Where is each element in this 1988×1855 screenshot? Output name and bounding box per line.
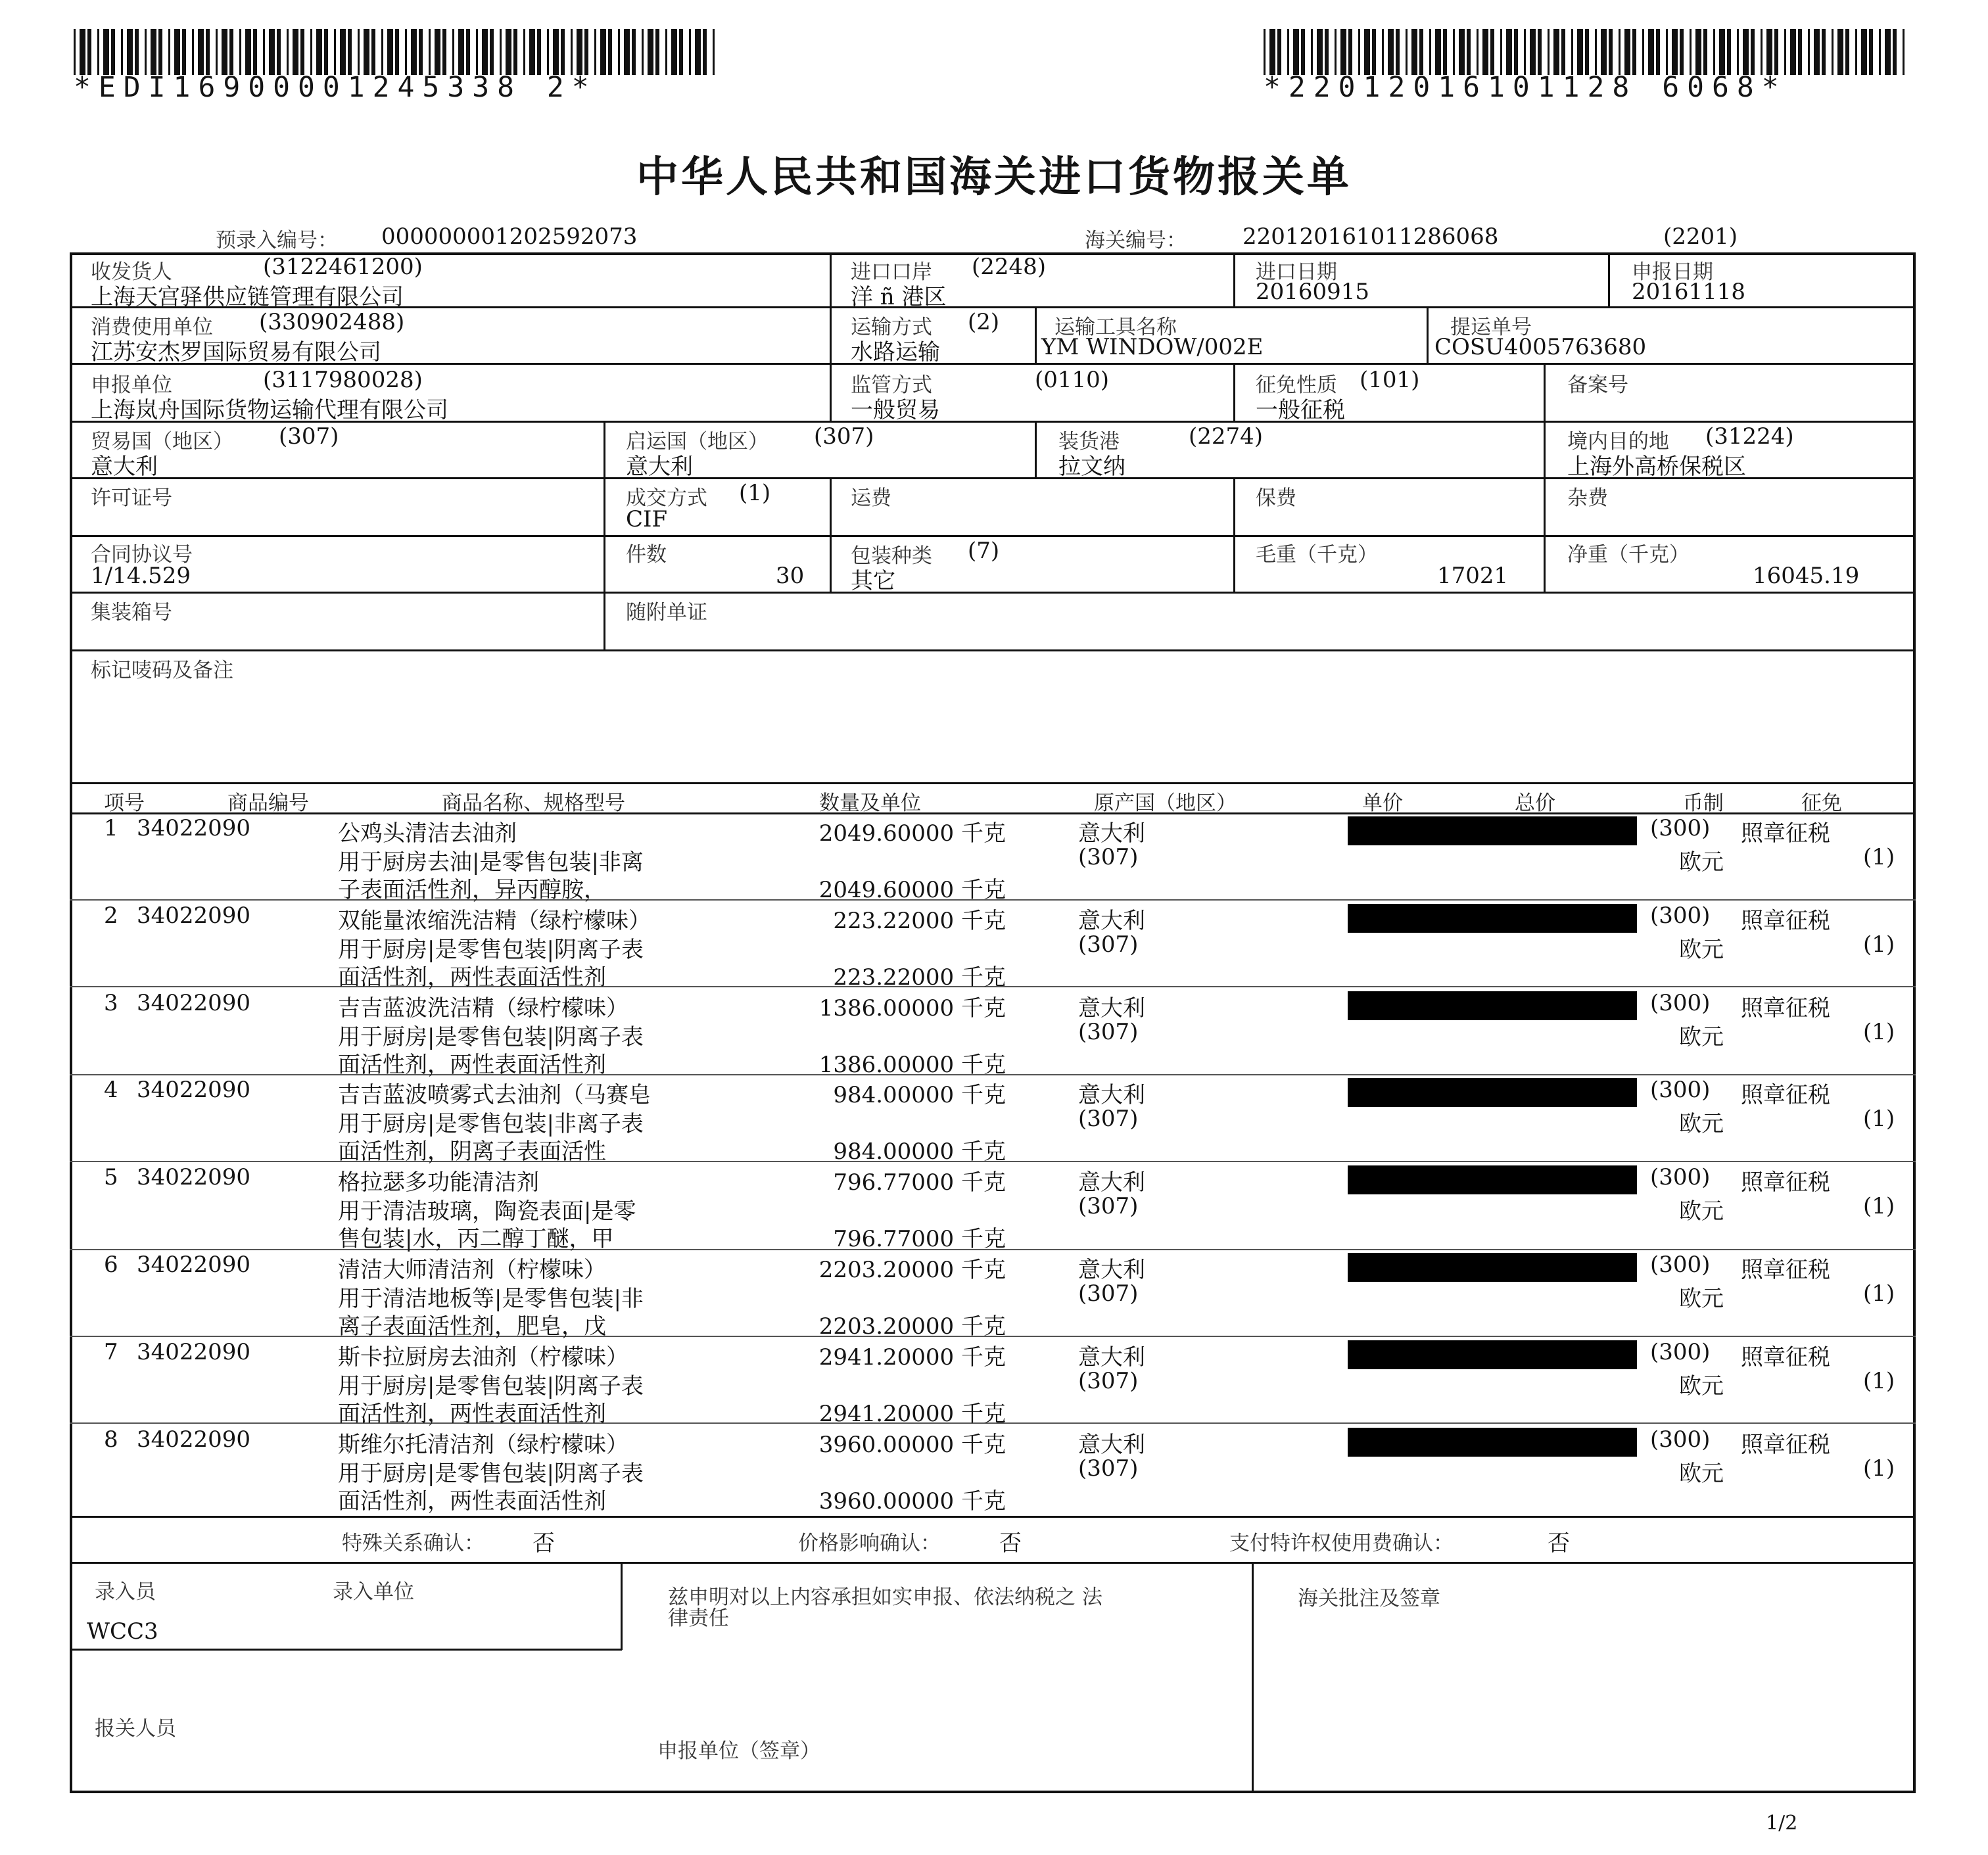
- goods-qty-legal: 3960.00000 千克: [818, 1488, 1006, 1515]
- transport-mode-value: 水路运输: [851, 339, 940, 365]
- declare-date-value: 20161118: [1632, 279, 1746, 305]
- pack-type-label: 包装种类: [851, 544, 932, 568]
- declaration-text-2: 律责任: [668, 1607, 729, 1630]
- pack-type-value: 其它: [851, 568, 895, 594]
- goods-item-no: 1: [104, 815, 118, 841]
- load-port-label: 装货港: [1058, 430, 1120, 454]
- redacted-price: [1348, 1340, 1637, 1369]
- goods-currency: 欧元: [1679, 937, 1724, 963]
- barcode-right: [1264, 29, 1908, 75]
- page-title: 中华人民共和国海关进口货物报关单: [636, 153, 1352, 202]
- goods-code: 34022090: [137, 903, 251, 929]
- origin-country-code: (307): [814, 423, 874, 450]
- goods-name-line2: 用于清洁玻璃，陶瓷表面|是零: [338, 1198, 636, 1225]
- goods-name-line3: 售包装|水，丙二醇丁醚，甲: [338, 1226, 614, 1252]
- goods-currency: 欧元: [1679, 1286, 1724, 1312]
- consignee-label: 收发货人: [91, 260, 172, 284]
- import-port-value: 洋 ñ 港区: [851, 284, 947, 310]
- goods-currency-code: (300): [1650, 1339, 1711, 1365]
- transport-mode-label: 运输方式: [851, 316, 932, 339]
- import-port-code: (2248): [972, 254, 1047, 280]
- attached-docs-label: 随附单证: [626, 601, 707, 624]
- goods-currency: 欧元: [1679, 1461, 1724, 1487]
- goods-header-unit-price: 单价: [1362, 791, 1403, 815]
- goods-header-item: 项号: [104, 791, 145, 815]
- transport-tool-value: YM WINDOW/002E: [1041, 334, 1264, 360]
- goods-currency-code: (300): [1650, 1426, 1711, 1453]
- goods-origin: 意大利: [1078, 820, 1145, 847]
- bill-no-label: 提运单号: [1450, 316, 1532, 339]
- pre-entry-value: 000000001202592073: [381, 223, 638, 250]
- goods-qty: 984.00000 千克: [833, 1082, 1006, 1108]
- goods-origin: 意大利: [1078, 1257, 1145, 1283]
- import-date-label: 进口日期: [1256, 260, 1337, 284]
- goods-name-line3: 面活性剂，阴离子表面活性: [338, 1139, 606, 1165]
- goods-header-name: 商品名称、规格型号: [442, 791, 625, 815]
- entry-clerk-value: WCC3: [87, 1618, 158, 1645]
- goods-origin-code: (307): [1078, 1368, 1139, 1394]
- goods-name-line2: 用于厨房去油|是零售包装|非离: [338, 849, 644, 876]
- deal-mode-value: CIF: [626, 506, 668, 532]
- goods-currency: 欧元: [1679, 849, 1724, 876]
- domestic-dest-code: (31224): [1705, 423, 1794, 450]
- goods-origin: 意大利: [1078, 1432, 1145, 1458]
- goods-origin-code: (307): [1078, 1455, 1139, 1482]
- barcode-left: [74, 29, 718, 75]
- special-relation-value: 否: [532, 1530, 555, 1557]
- goods-currency: 欧元: [1679, 1373, 1724, 1399]
- goods-name-line2: 用于厨房|是零售包装|阴离子表: [338, 1461, 644, 1487]
- page-number: 1/2: [1766, 1812, 1798, 1835]
- goods-levy-code: (1): [1863, 1193, 1895, 1219]
- goods-qty-legal: 223.22000 千克: [833, 964, 1006, 991]
- royalty-label: 支付特许权使用费确认：: [1229, 1532, 1454, 1555]
- goods-currency-code: (300): [1650, 1164, 1711, 1190]
- goods-name-line2: 用于清洁地板等|是零售包装|非: [338, 1286, 644, 1312]
- supervision-value: 一般贸易: [851, 397, 940, 423]
- goods-qty: 796.77000 千克: [833, 1169, 1006, 1196]
- goods-levy-code: (1): [1863, 844, 1895, 870]
- supervision-label: 监管方式: [851, 373, 932, 397]
- goods-levy-code: (1): [1863, 1106, 1895, 1132]
- goods-name-line2: 用于厨房|是零售包装|阴离子表: [338, 1373, 644, 1399]
- load-port-code: (2274): [1189, 423, 1264, 450]
- goods-qty: 2203.20000 千克: [818, 1257, 1006, 1283]
- goods-qty-legal: 2049.60000 千克: [818, 877, 1006, 903]
- goods-levy: 照章征税: [1741, 1082, 1830, 1108]
- misc-fee-label: 杂费: [1567, 486, 1608, 510]
- goods-currency: 欧元: [1679, 1198, 1724, 1225]
- exemption-value: 一般征税: [1256, 397, 1345, 423]
- goods-origin-code: (307): [1078, 1106, 1139, 1132]
- contract-label: 合同协议号: [91, 543, 193, 567]
- goods-qty: 3960.00000 千克: [818, 1432, 1006, 1458]
- goods-levy-code: (1): [1863, 1455, 1895, 1482]
- insurance-label: 保费: [1256, 486, 1296, 510]
- goods-qty-legal: 2203.20000 千克: [818, 1313, 1006, 1340]
- redacted-price: [1348, 1165, 1637, 1194]
- domestic-dest-label: 境内目的地: [1567, 430, 1669, 454]
- goods-code: 34022090: [137, 1339, 251, 1365]
- price-impact-value: 否: [999, 1530, 1022, 1557]
- goods-name-line2: 用于厨房|是零售包装|非离子表: [338, 1111, 644, 1137]
- goods-origin: 意大利: [1078, 908, 1145, 934]
- goods-name-line3: 面活性剂，两性表面活性剂: [338, 1401, 606, 1427]
- goods-qty-legal: 1386.00000 千克: [818, 1052, 1006, 1078]
- goods-header-origin: 原产国（地区）: [1094, 791, 1237, 815]
- trade-country-value: 意大利: [91, 454, 158, 480]
- record-no-label: 备案号: [1567, 373, 1628, 397]
- goods-item-no: 4: [104, 1077, 118, 1103]
- price-impact-label: 价格影响确认：: [798, 1532, 941, 1555]
- customs-no-label: 海关编号：: [1085, 229, 1187, 252]
- goods-levy: 照章征税: [1741, 995, 1830, 1021]
- goods-name-line1: 斯维尔托清洁剂（绿柠檬味）: [338, 1432, 628, 1458]
- remarks-label: 标记唛码及备注: [91, 659, 233, 682]
- goods-name-line3: 面活性剂，两性表面活性剂: [338, 1488, 606, 1515]
- goods-levy: 照章征税: [1741, 1344, 1830, 1371]
- goods-item-no: 3: [104, 990, 118, 1016]
- goods-name-line2: 用于厨房|是零售包装|阴离子表: [338, 937, 644, 963]
- goods-code: 34022090: [137, 1077, 251, 1103]
- goods-levy-code: (1): [1863, 1280, 1895, 1307]
- declarant-label: 申报单位: [91, 373, 172, 397]
- goods-origin-code: (307): [1078, 1193, 1139, 1219]
- redacted-price: [1348, 1078, 1637, 1107]
- goods-levy: 照章征税: [1741, 1169, 1830, 1196]
- barcode-right-text: *22012016101128 6068*: [1264, 71, 1787, 104]
- redacted-price: [1348, 816, 1637, 845]
- goods-levy-code: (1): [1863, 1019, 1895, 1045]
- goods-name-line1: 清洁大师清洁剂（柠檬味）: [338, 1257, 606, 1283]
- customs-code: (2201): [1663, 223, 1738, 250]
- goods-origin: 意大利: [1078, 1344, 1145, 1371]
- exemption-code: (101): [1360, 367, 1420, 393]
- deal-mode-label: 成交方式: [626, 486, 707, 510]
- pack-type-code: (7): [968, 538, 1000, 564]
- customs-no-value: 220120161011286068: [1242, 223, 1499, 250]
- import-date-value: 20160915: [1256, 279, 1370, 305]
- goods-levy-code: (1): [1863, 1368, 1895, 1394]
- goods-currency-code: (300): [1650, 903, 1711, 929]
- net-weight-label: 净重（千克）: [1567, 543, 1690, 567]
- goods-name-line1: 双能量浓缩洗洁精（绿柠檬味）: [338, 908, 651, 934]
- goods-qty: 1386.00000 千克: [818, 995, 1006, 1021]
- declarant-code: (3117980028): [263, 367, 423, 393]
- pre-entry-label: 预录入编号：: [216, 229, 338, 252]
- goods-item-no: 7: [104, 1339, 118, 1365]
- goods-name-line3: 离子表面活性剂，肥皂，戊: [338, 1313, 606, 1340]
- freight-label: 运费: [851, 486, 891, 510]
- pieces-value: 30: [776, 563, 805, 589]
- goods-origin: 意大利: [1078, 995, 1145, 1021]
- consumer-value: 江苏安杰罗国际贸易有限公司: [91, 339, 381, 365]
- consumer-code: (330902488): [259, 309, 405, 335]
- goods-qty-legal: 796.77000 千克: [833, 1226, 1006, 1252]
- goods-header-levy: 征免: [1801, 791, 1842, 815]
- goods-item-no: 8: [104, 1426, 118, 1453]
- load-port-value: 拉文纳: [1058, 454, 1125, 480]
- origin-country-label: 启运国（地区）: [626, 430, 769, 454]
- consignee-value: 上海天宫驿供应链管理有限公司: [91, 284, 404, 310]
- goods-header-qty: 数量及单位: [819, 791, 921, 815]
- redacted-price: [1348, 904, 1637, 933]
- goods-origin: 意大利: [1078, 1082, 1145, 1108]
- origin-country-value: 意大利: [626, 454, 693, 480]
- declarant-seal-label: 申报单位（签章）: [657, 1739, 820, 1763]
- net-weight-value: 16045.19: [1753, 563, 1860, 589]
- goods-name-line3: 面活性剂，两性表面活性剂: [338, 964, 606, 991]
- pieces-label: 件数: [626, 543, 667, 567]
- import-port-label: 进口口岸: [851, 260, 932, 284]
- goods-code: 34022090: [137, 1426, 251, 1453]
- exemption-label: 征免性质: [1256, 373, 1337, 397]
- entry-unit-label: 录入单位: [333, 1580, 414, 1604]
- goods-name-line1: 斯卡拉厨房去油剂（柠檬味）: [338, 1344, 628, 1371]
- goods-qty: 2941.20000 千克: [818, 1344, 1006, 1371]
- transport-tool-label: 运输工具名称: [1054, 316, 1177, 339]
- goods-origin: 意大利: [1078, 1169, 1145, 1196]
- goods-code: 34022090: [137, 990, 251, 1016]
- goods-qty: 2049.60000 千克: [818, 820, 1006, 847]
- goods-name-line3: 面活性剂，两性表面活性剂: [338, 1052, 606, 1078]
- goods-levy: 照章征税: [1741, 908, 1830, 934]
- goods-item-no: 2: [104, 903, 118, 929]
- goods-origin-code: (307): [1078, 1019, 1139, 1045]
- broker-label: 报关人员: [95, 1717, 176, 1741]
- royalty-value: 否: [1548, 1530, 1570, 1557]
- bill-no-value: COSU4005763680: [1434, 334, 1647, 360]
- goods-code: 34022090: [137, 815, 251, 841]
- gross-weight-value: 17021: [1437, 563, 1509, 589]
- goods-currency-code: (300): [1650, 1077, 1711, 1103]
- trade-country-code: (307): [279, 423, 339, 450]
- goods-header-currency: 币制: [1683, 791, 1724, 815]
- redacted-price: [1348, 1253, 1637, 1282]
- goods-name-line3: 子表面活性剂，异丙醇胺，: [338, 877, 606, 903]
- deal-mode-code: (1): [739, 480, 771, 506]
- customs-approval-label: 海关批注及签章: [1298, 1587, 1440, 1610]
- redacted-price: [1348, 1428, 1637, 1457]
- entry-clerk-label: 录入员: [95, 1580, 156, 1604]
- goods-name-line1: 吉吉蓝波洗洁精（绿柠檬味）: [338, 995, 628, 1021]
- goods-name-line1: 格拉瑟多功能清洁剂: [338, 1169, 539, 1196]
- goods-currency-code: (300): [1650, 1252, 1711, 1278]
- goods-name-line1: 吉吉蓝波喷雾式去油剂（马赛皂: [338, 1082, 651, 1108]
- declare-date-label: 申报日期: [1632, 260, 1713, 284]
- declaration-text-1: 兹申明对以上内容承担如实申报、依法纳税之 法: [668, 1585, 1102, 1609]
- goods-origin-code: (307): [1078, 931, 1139, 958]
- consumer-label: 消费使用单位: [91, 316, 213, 339]
- transport-mode-code: (2): [968, 309, 1000, 335]
- consignee-code: (3122461200): [263, 254, 423, 280]
- supervision-code: (0110): [1035, 367, 1110, 393]
- goods-qty: 223.22000 千克: [833, 908, 1006, 934]
- goods-origin-code: (307): [1078, 1280, 1139, 1307]
- trade-country-label: 贸易国（地区）: [91, 430, 233, 454]
- domestic-dest-value: 上海外高桥保税区: [1567, 454, 1746, 480]
- gross-weight-label: 毛重（千克）: [1256, 543, 1378, 567]
- goods-code: 34022090: [137, 1252, 251, 1278]
- goods-item-no: 5: [104, 1164, 118, 1190]
- declarant-value: 上海岚舟国际货物运输代理有限公司: [91, 397, 448, 423]
- barcode-left-text: *EDI16900001245338 2*: [74, 71, 597, 104]
- goods-name-line1: 公鸡头清洁去油剂: [338, 820, 517, 847]
- goods-code: 34022090: [137, 1164, 251, 1190]
- goods-item-no: 6: [104, 1252, 118, 1278]
- goods-name-line2: 用于厨房|是零售包装|阴离子表: [338, 1024, 644, 1050]
- goods-origin-code: (307): [1078, 844, 1139, 870]
- container-no-label: 集装箱号: [91, 601, 172, 624]
- goods-currency: 欧元: [1679, 1024, 1724, 1050]
- contract-value: 1/14.529: [91, 563, 191, 589]
- goods-header-code: 商品编号: [227, 791, 309, 815]
- special-relation-label: 特殊关系确认：: [342, 1532, 485, 1555]
- goods-currency-code: (300): [1650, 815, 1711, 841]
- goods-levy: 照章征税: [1741, 820, 1830, 847]
- goods-header-total: 总价: [1515, 791, 1555, 815]
- goods-currency: 欧元: [1679, 1111, 1724, 1137]
- goods-currency-code: (300): [1650, 990, 1711, 1016]
- goods-levy-code: (1): [1863, 931, 1895, 958]
- goods-qty-legal: 2941.20000 千克: [818, 1401, 1006, 1427]
- redacted-price: [1348, 991, 1637, 1020]
- license-no-label: 许可证号: [91, 486, 172, 510]
- goods-levy: 照章征税: [1741, 1257, 1830, 1283]
- goods-levy: 照章征税: [1741, 1432, 1830, 1458]
- goods-qty-legal: 984.00000 千克: [833, 1139, 1006, 1165]
